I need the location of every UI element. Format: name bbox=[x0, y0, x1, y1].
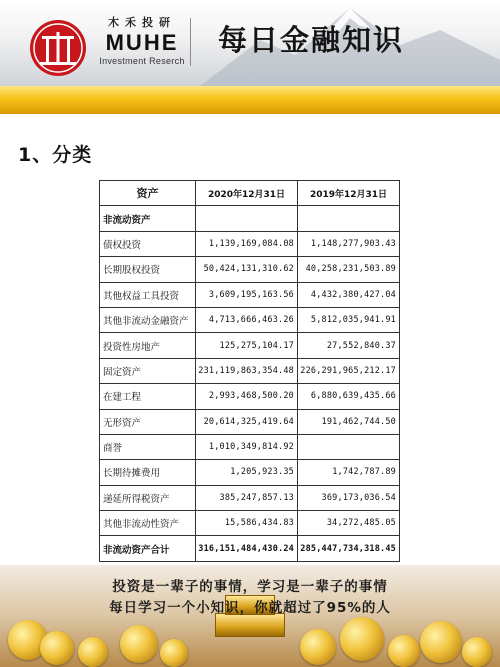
value-2019: 369,173,036.54 bbox=[298, 485, 400, 510]
table-row bbox=[100, 333, 400, 358]
value-2019: 191,462,744.50 bbox=[298, 409, 400, 434]
value-2020 bbox=[196, 206, 298, 231]
header-divider bbox=[190, 18, 191, 66]
value-2019 bbox=[298, 434, 400, 459]
brand-english-name: MUHE bbox=[105, 30, 179, 55]
value-2019: 226,291,965,212.17 bbox=[298, 358, 400, 383]
table-row bbox=[100, 485, 400, 510]
row-label: 其他非流动性资产 bbox=[100, 511, 196, 536]
brand-block bbox=[96, 14, 188, 66]
row-label: 无形资产 bbox=[100, 409, 196, 434]
brand-subtitle: Investment Reserch bbox=[99, 56, 185, 66]
page-header bbox=[0, 0, 500, 86]
gold-coin-icon bbox=[340, 617, 384, 661]
value-2019: 5,812,035,941.91 bbox=[298, 307, 400, 332]
table-header-row bbox=[100, 181, 400, 206]
row-label: 非流动资产合计 bbox=[100, 536, 196, 561]
row-label: 在建工程 bbox=[100, 384, 196, 409]
muhe-logo-icon bbox=[28, 18, 88, 78]
page-title: 每日金融知识 bbox=[218, 23, 405, 57]
value-2020: 50,424,131,310.62 bbox=[196, 257, 298, 282]
value-2019: 27,552,840.37 bbox=[298, 333, 400, 358]
table-row bbox=[100, 282, 400, 307]
gold-coin-icon bbox=[120, 625, 158, 663]
row-label: 商誉 bbox=[100, 434, 196, 459]
footer-quote-line-1: 投资是一辈子的事情，学习是一辈子的事情 bbox=[112, 579, 388, 595]
gold-coin-icon bbox=[388, 635, 420, 667]
value-2019: 34,272,485.05 bbox=[298, 511, 400, 536]
gold-banner-strip bbox=[0, 86, 500, 114]
value-2019: 4,432,380,427.04 bbox=[298, 282, 400, 307]
gold-coin-icon bbox=[300, 629, 336, 665]
value-2020: 1,139,169,084.08 bbox=[196, 231, 298, 256]
brand-chinese-name: 木禾投研 bbox=[108, 16, 176, 29]
gold-coin-icon bbox=[78, 637, 108, 667]
row-label: 其他非流动金融资产 bbox=[100, 307, 196, 332]
gold-coin-icon bbox=[40, 631, 74, 665]
value-2020: 4,713,666,463.26 bbox=[196, 307, 298, 332]
balance-sheet-table bbox=[99, 180, 400, 562]
section-heading: 1、分类 bbox=[18, 144, 93, 166]
row-label: 债权投资 bbox=[100, 231, 196, 256]
value-2020: 385,247,857.13 bbox=[196, 485, 298, 510]
value-2020: 1,010,349,814.92 bbox=[196, 434, 298, 459]
value-2019 bbox=[298, 206, 400, 231]
row-label: 投资性房地产 bbox=[100, 333, 196, 358]
value-2019: 285,447,734,318.45 bbox=[298, 536, 400, 561]
header-asset: 资产 bbox=[100, 181, 196, 206]
value-2019: 1,148,277,903.43 bbox=[298, 231, 400, 256]
table-row bbox=[100, 434, 400, 459]
value-2020: 3,609,195,163.56 bbox=[196, 282, 298, 307]
value-2020: 231,119,863,354.48 bbox=[196, 358, 298, 383]
gold-bar-icon bbox=[215, 613, 285, 637]
gold-coin-icon bbox=[462, 637, 492, 667]
table-row bbox=[100, 307, 400, 332]
row-label: 固定资产 bbox=[100, 358, 196, 383]
table-row bbox=[100, 511, 400, 536]
value-2020: 15,586,434.83 bbox=[196, 511, 298, 536]
table-row bbox=[100, 257, 400, 282]
value-2019: 1,742,787.89 bbox=[298, 460, 400, 485]
value-2020: 1,205,923.35 bbox=[196, 460, 298, 485]
gold-coin-icon bbox=[420, 621, 462, 663]
table-row bbox=[100, 206, 400, 231]
value-2020: 2,993,468,500.20 bbox=[196, 384, 298, 409]
row-label: 其他权益工具投资 bbox=[100, 282, 196, 307]
row-label: 递延所得税资产 bbox=[100, 485, 196, 510]
footer-quote-line-2: 每日学习一个小知识，你就超过了95%的人 bbox=[109, 600, 391, 616]
table-row bbox=[100, 358, 400, 383]
gold-coin-icon bbox=[160, 639, 188, 667]
value-2020: 125,275,104.17 bbox=[196, 333, 298, 358]
header-2020: 2020年12月31日 bbox=[196, 181, 298, 206]
table-row bbox=[100, 536, 400, 561]
value-2020: 316,151,484,430.24 bbox=[196, 536, 298, 561]
value-2019: 6,880,639,435.66 bbox=[298, 384, 400, 409]
row-label: 长期待摊费用 bbox=[100, 460, 196, 485]
row-label: 长期股权投资 bbox=[100, 257, 196, 282]
table-row bbox=[100, 460, 400, 485]
row-label: 非流动资产 bbox=[100, 206, 196, 231]
table-row bbox=[100, 409, 400, 434]
table-row bbox=[100, 384, 400, 409]
table-row bbox=[100, 231, 400, 256]
header-2019: 2019年12月31日 bbox=[298, 181, 400, 206]
value-2020: 20,614,325,419.64 bbox=[196, 409, 298, 434]
value-2019: 40,258,231,503.89 bbox=[298, 257, 400, 282]
